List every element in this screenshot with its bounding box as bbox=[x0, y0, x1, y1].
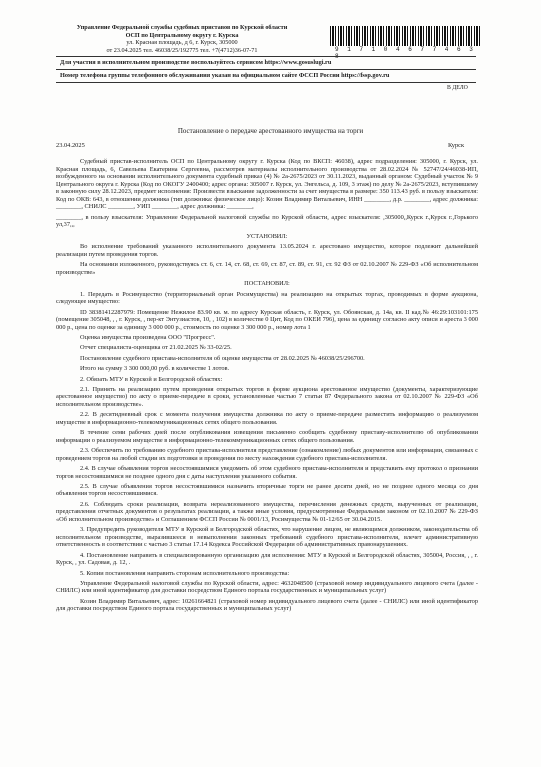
divider bbox=[56, 82, 476, 83]
paragraph: Судебный пристав-исполнитель ОСП по Центральному округу г. Курска (Код по ВКСП: 46038), адрес подразделения: 305000, г. Курск, ул. Красная площадь, 6, Савельева Екатерина Сергеевна, рассмотрев материалы исполнительного производства от 28.02.2024 № 52747/24/46038-ИП, возбужденного на основании исполнительного документа судебный приказ (4) № 2а-2675/2023 от 30.11.2023, выданный органом: Судебный участок № 9 Центрального округа г. Курска (Код по ОКОГУ 2400400; адрес органа: 305007 г. Курск, ул. Энгельса, д. 109, 3 этаж) по делу № 2а-2675/2023, вступившему в законную силу 28.12.2023, предмет исполнения: Произвести взыскание задолженности за счет имущества в размере: 350 113.43 руб. в пользу взыскателя: Код по ОКВ: 643, в отношении должника (тип должника: физическое лицо): Козин Владимир Витальевич, ИНН ________, д.р. ________, адрес должника: ________, СНИЛС ________, УИП ________, адрес должника: ________, bbox=[56, 158, 478, 211]
document-date: 23.04.2025 bbox=[56, 142, 85, 149]
issuer-org-name: Управление Федеральной службы судебных приставов по Курской области bbox=[76, 24, 288, 31]
paragraph: Козин Владимир Витальевич, адрес: 10261664821 (страховой номер индивидуального лицевого счета (далее - СНИЛС) или иной идентификатор для доставки посредством Единого портала государственных и муниципальных услуг) bbox=[56, 597, 478, 613]
paragraph: 2. Обязать МТУ в Курской и Белгородской областях: bbox=[80, 375, 223, 383]
paragraph: Отчет специалиста-оценщика от 21.02.2025 № 33-02/25. bbox=[80, 344, 232, 352]
barcode-number: 9 1 7 1 0 4 6 7 7 4 6 3 8 bbox=[335, 46, 476, 60]
issuer-contacts: от 23.04.2025 тел. 46038/25/192775 тел. +7(4712)36-07-71 bbox=[106, 46, 258, 54]
paragraph: В течение семи рабочих дней после опубликования извещения письменно сообщить судебному приставу-исполнителю об опубликовании информации о реализуемом имуществе в информационно-телекоммуникационных сетях общего пользования. bbox=[56, 429, 478, 444]
paragraph: ID 38381412287979: Помещение Нежилое 83.90 кв. м. по адресу Курская область, г. Курск, ул. Обоянская, д. 14а, кв. II кад.№ 46:29:103101:175 (помещение 305048, , , г. Курск, , пер-кт Энтузиастов, 10, , 102) в количестве 0 Цит, Код по ОКЕИ 796), цена за единицу согласно акту описи и ареста 3 000 000 р., цена по оценке за единицу 3 000 000 р., стоимость по оценке 3 300 000 р., номер лота 1 bbox=[56, 308, 478, 331]
paragraph: 2.4. В случае объявления торгов несостоявшимися уведомить об этом судебного пристава-исполнителя и представить ему протокол о признании торгов несостоявшимися не позднее одного дня с даты наступления указанного события. bbox=[56, 464, 478, 480]
divider bbox=[56, 69, 476, 70]
paragraph: Итого на сумму 3 300 000,00 руб. в количестве 1 лотов. bbox=[80, 365, 230, 373]
document-city: Курск bbox=[448, 142, 465, 149]
document-body bbox=[56, 158, 478, 616]
paragraph: Постановление судебного пристава-исполнителя об оценке имущества от 28.02.2025 № 46038/25/296700. bbox=[80, 354, 365, 362]
issuer-department: ОСП по Центральному округу г. Курска bbox=[125, 31, 239, 39]
section-heading: УСТАНОВИЛ: bbox=[246, 232, 288, 240]
paragraph: 2.3. Обеспечить по требованию судебного пристава-исполнителя представление (ознакомление) любых документов или информации, связанных с проведением торгов на любой стадии их подготовки и проведения по месту нахождения судебного пристава-исполнителя. bbox=[56, 447, 478, 462]
paragraph: На основании изложенного, руководствуясь ст. 6, ст. 14, ст. 68, ст. 69, ст. 87, ст. 89, ст. 91, ст. 92 ФЗ от 02.10.2007 № 229-ФЗ «Об исполнительном производстве» bbox=[56, 261, 478, 276]
divider bbox=[56, 56, 476, 57]
gosuslugi-notice: Для участия в исполнительном производстве воспользуйтесь сервисом https://www.gosuslugi.ru bbox=[60, 59, 332, 66]
paragraph: 2.1. Принять на реализацию путем проведения открытых торгов в форме аукциона арестованное имущество (документы, характеризующие арестованное имущество) по акту о приеме-передаче в сроки, установленные частью 7 статьи 87 Федерального закона от 02.10.2007 № 229-ФЗ «Об исполнительном производстве». bbox=[56, 385, 478, 408]
document-title: Постановление о передаче арестованного имущества на торги bbox=[177, 127, 364, 135]
paragraph: 4. Постановление направить в специализированную организацию для исполнения: МТУ в Курской и Белгородской областях, 305004, Россия, , , г. Курск, , ул. Садовая, д. 12, . bbox=[56, 551, 478, 567]
paragraph: Во исполнение требований указанного исполнительного документа 13.05.2024 г. арестовано имущество, которое подлежит дальнейшей реализации путем проведения торгов. bbox=[56, 243, 478, 258]
section-heading: ПОСТАНОВИЛ: bbox=[244, 280, 290, 288]
paragraph: Оценка имущества произведена ООО "Прогресс". bbox=[80, 334, 216, 342]
paragraph: 2.5. В случае объявления торгов несостоявшимися назначить вторичные торги не ранее десяти дней, но не позднее одного месяца со дня объявления торгов несостоявшимися. bbox=[56, 482, 478, 498]
paragraph: 5. Копии постановления направить сторонам исполнительного производства: bbox=[80, 569, 290, 577]
document-barcode bbox=[330, 26, 480, 46]
paragraph: 1. Передать в Росимущество (территориальный орган Росимущества) на реализацию на открытых торгах, проводимых в форме аукциона, следующее имущество: bbox=[56, 290, 478, 306]
case-ref-stamp: В ДЕЛО bbox=[447, 85, 468, 91]
paragraph: Управление Федеральной налоговой службы по Курской области, адрес: 4632048500 (страховой номер индивидуального лицевого счета (далее - СНИЛС) или иной идентификатор для доставки посредством Единого портала государственных и муниципальных услуг) bbox=[56, 579, 478, 595]
issuer-address: ул. Красная площадь, д 6, г. Курск, 305000 bbox=[126, 39, 238, 47]
paragraph: ________, в пользу взыскателя: Управление Федеральной налоговой службы по Курской области, адрес взыскателя: ,305000,,Курск г.,Курск г.,Горького ул,37,,, bbox=[56, 213, 478, 229]
issuer-header bbox=[52, 24, 312, 54]
paragraph: 3. Предупредить руководителя МТУ в Курской и Белгородской областях, что нарушение лицом, не являющимся должником, законодательства об исполнительном производстве, выразившееся в невыполнении законных требований судебного пристава-исполнителя, влечет административную ответственность в соответствии с частью 3 статьи 17.14 Кодекса Российской Федерации об административных правонарушениях. bbox=[56, 526, 478, 549]
paragraph: 2.6. Соблюдать сроки реализации, возврата нереализованного имущества, перечисления денежных средств, вырученных от реализации, представления отчетных документов о результатах реализации, а также иные условия, предусмотренные Федеральным законом от 02.10.2007 № 229-ФЗ «Об исполнительном производстве» и Соглашением ФССП России № 0001/13, Росимущества № 01-12/65 от 30.04.2015. bbox=[56, 500, 478, 523]
paragraph: 2.2. В десятидневный срок с момента получения имущества должника по акту о приеме-передаче разместить информацию о реализуемом имуществе в информационно-телекоммуникационных сетях общего пользования. bbox=[56, 411, 478, 426]
phone-notice: Номер телефона группы телефонного обслуживания указан на официальном сайте ФССП России https://fssp.gov.ru bbox=[60, 72, 390, 79]
